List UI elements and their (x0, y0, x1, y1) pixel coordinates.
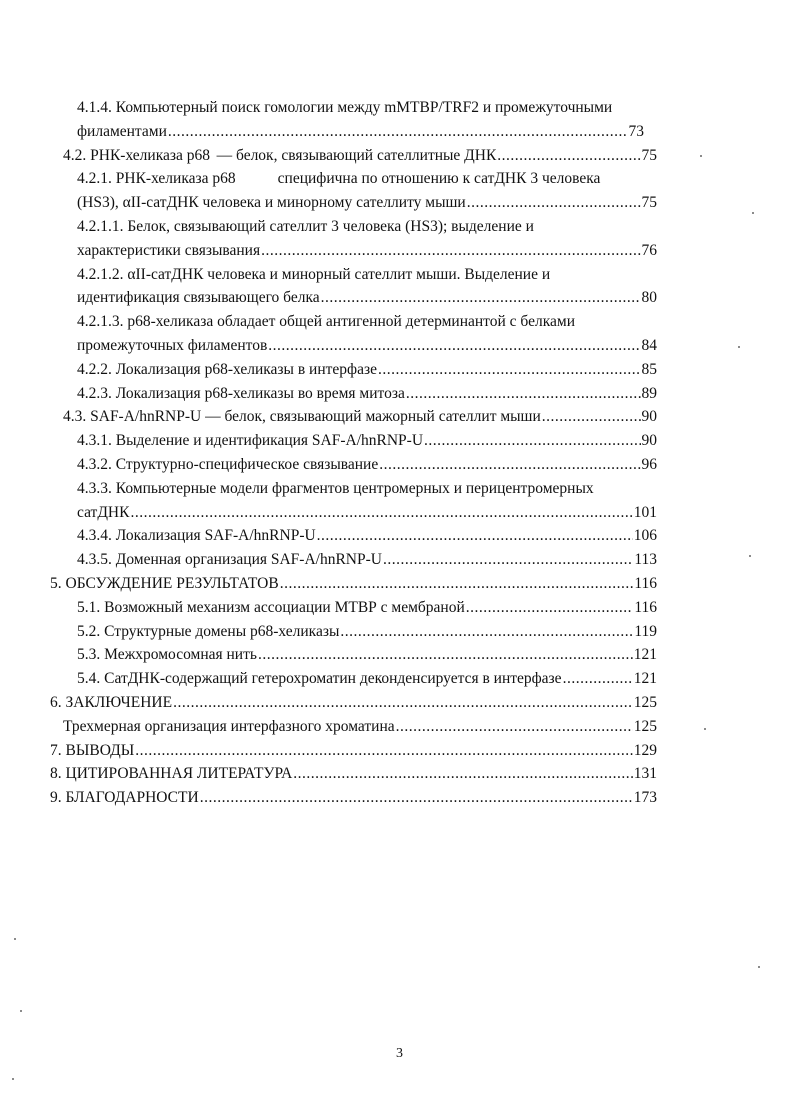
toc-entry-text: 6. ЗАКЛЮЧЕНИЕ (50, 693, 173, 711)
toc-page-number: 119 (634, 622, 657, 640)
leader-dots (378, 358, 641, 382)
toc-page-number: 89 (641, 384, 657, 402)
toc-entry-text: характеристики связывания (77, 241, 261, 259)
toc-entry-text: 9. БЛАГОДАРНОСТИ (50, 789, 199, 807)
scan-speck (12, 1078, 14, 1080)
leader-dots (293, 762, 632, 786)
toc-entry-text: 7. ВЫВОДЫ (50, 741, 135, 759)
toc-entry-4-3-2 (0, 453, 799, 477)
toc-entry-4-2-3 (0, 382, 799, 406)
toc-entry-5-3 (0, 643, 799, 667)
toc-entry-text: идентификация связывающего белка (77, 289, 320, 307)
toc-entry-4-2-1-1 (0, 215, 799, 263)
toc-entry-text: 4.2.1.2. αII-сатДНК человека и минорный сателлит мыши. Выделение и (77, 265, 551, 283)
toc-entry-4-2-1-2 (0, 263, 799, 311)
toc-entry-4-1-4 (0, 96, 799, 144)
toc-page-number: 121 (633, 670, 657, 688)
toc-entry-text: специфична по отношению к сатДНК 3 человека (277, 170, 601, 188)
leader-dots (173, 691, 633, 715)
toc-entry-5-1 (0, 596, 799, 620)
leader-dots (379, 453, 640, 477)
toc-page-number: 106 (633, 527, 657, 545)
toc-entry-text: 5.2. Структурные домены р68-хеликазы (77, 622, 340, 640)
toc-page-number: 90 (641, 432, 657, 450)
leader-dots (467, 191, 641, 215)
toc-page-number: 131 (633, 765, 657, 783)
leader-dots (406, 382, 641, 406)
toc-entry-text: сатДНК (77, 503, 130, 521)
toc-entry-text: 4.2.1.3. р68-хеликаза обладает общей антигенной детерминантой с белками (77, 313, 576, 331)
leader-dots (563, 667, 633, 691)
toc-page-number: 96 (641, 455, 657, 473)
toc-page-number: 80 (641, 289, 657, 307)
toc-page-number: 75 (641, 146, 657, 164)
toc-entry-5-4 (0, 667, 799, 691)
toc-entry-4-2 (0, 144, 799, 168)
leader-dots (280, 572, 634, 596)
scan-speck (752, 212, 754, 214)
leader-dots (424, 429, 640, 453)
scan-speck (20, 1010, 22, 1012)
toc-page-number: 116 (634, 598, 657, 616)
leader-dots (261, 239, 640, 263)
toc-entry-8 (0, 762, 799, 786)
scan-speck (758, 966, 760, 968)
toc-page-number: 121 (633, 646, 657, 664)
toc-page-number: 113 (634, 551, 657, 569)
toc-page-number: 129 (633, 741, 657, 759)
toc-page-number: 76 (641, 241, 657, 259)
toc-entry-text: 4.3. SAF-A/hnRNP-U — белок, связывающий мажорный сателлит мыши (63, 408, 541, 426)
toc-entry-text: 5.1. Возможный механизм ассоциации МТВР с мембраной (77, 598, 465, 616)
toc-entry-text: 8. ЦИТИРОВАННАЯ ЛИТЕРАТУРА (50, 765, 293, 783)
toc-page-number: 90 (641, 408, 657, 426)
leader-dots (321, 286, 641, 310)
toc-page-number: 101 (633, 503, 657, 521)
leader-dots (135, 739, 633, 763)
toc-page-number: 85 (641, 360, 657, 378)
toc-entry-4-3-5 (0, 548, 799, 572)
page-number: 3 (396, 1046, 403, 1061)
toc-entry-text: 4.1.4. Компьютерный поиск гомологии между mMTBP/TRF2 и промежуточными (77, 99, 613, 116)
leader-dots (383, 548, 633, 572)
toc-entry-7 (0, 739, 799, 763)
toc-entry-6-sub (0, 715, 799, 739)
scan-speck (749, 555, 751, 557)
toc-entry-4-3-4 (0, 524, 799, 548)
toc-entry-text: промежуточных филаментов (77, 336, 268, 354)
toc-page-number: 125 (633, 693, 657, 711)
toc-entry-4-2-2 (0, 358, 799, 382)
leader-dots (317, 524, 633, 548)
leader-dots (200, 786, 633, 810)
leader-dots (168, 120, 628, 144)
toc-entry-9 (0, 786, 799, 810)
toc-entry-text: 5. ОБСУЖДЕНИЕ РЕЗУЛЬТАТОВ (50, 574, 279, 592)
scan-speck (704, 728, 706, 730)
leader-dots (497, 144, 640, 168)
toc-entry-4-3-3 (0, 477, 799, 525)
toc-entry-text: (HS3), αII-сатДНК человека и минорному сателлиту мыши (77, 194, 466, 212)
toc-entry-5 (0, 572, 799, 596)
toc-entry-text: филаментами (77, 122, 167, 140)
toc-entry-text: 4.3.5. Доменная организация SAF-A/hnRNP-U (77, 551, 382, 569)
toc-entry-6 (0, 691, 799, 715)
toc-entry-text: 4.2.1.1. Белок, связывающий сателлит 3 человека (HS3); выделение и (77, 217, 534, 235)
toc-entry-4-2-1 (0, 167, 799, 215)
toc-entry-4-3-1 (0, 429, 799, 453)
leader-dots (396, 715, 633, 739)
scan-speck (14, 938, 16, 940)
leader-dots (258, 643, 633, 667)
toc-entry-5-2 (0, 620, 799, 644)
toc-page-number: 73 (628, 122, 644, 140)
toc-entry-4-2-1-3 (0, 310, 799, 358)
toc-entry-text: 4.2.2. Локализация р68-хеликазы в интерфазе (77, 360, 377, 378)
scan-speck (738, 346, 740, 348)
toc-entry-text: 5.3. Межхромосомная нить (77, 646, 257, 664)
toc-entry-text: Трехмерная организация интерфазного хроматина (63, 717, 395, 735)
toc-entry-text: 4.2. РНК-хеликаза р68 (63, 146, 211, 164)
leader-dots (340, 620, 633, 644)
leader-dots (268, 334, 640, 358)
toc-entry-text: 4.2.1. РНК-хеликаза р68 (77, 170, 236, 188)
toc-entry-text: 4.3.2. Структурно-специфическое связывание (77, 455, 379, 473)
toc-entry-text: 4.2.3. Локализация р68-хеликазы во время митоза (77, 384, 405, 402)
table-of-contents (0, 96, 799, 810)
toc-entry-text: — белок, связывающий сателлитные ДНК (216, 146, 497, 164)
toc-entry-text: 4.3.3. Компьютерные модели фрагментов центромерных и перицентромерных (77, 479, 594, 497)
toc-entry-4-3 (0, 405, 799, 429)
leader-dots (542, 405, 641, 429)
toc-page-number: 125 (633, 717, 657, 735)
toc-page-number: 116 (634, 574, 657, 592)
toc-page-number: 84 (641, 336, 657, 354)
toc-entry-text: 4.3.4. Локализация SAF-A/hnRNP-U (77, 527, 316, 545)
leader-dots (466, 596, 634, 620)
toc-page-number: 75 (641, 194, 657, 212)
toc-entry-text: 5.4. СатДНК-содержащий гетерохроматин деконденсируется в интерфазе (77, 670, 562, 688)
leader-dots (130, 501, 632, 525)
toc-entry-text: 4.3.1. Выделение и идентификация SAF-A/hnRNP-U (77, 432, 424, 450)
toc-page-number: 173 (633, 789, 657, 807)
scan-speck (700, 155, 702, 157)
